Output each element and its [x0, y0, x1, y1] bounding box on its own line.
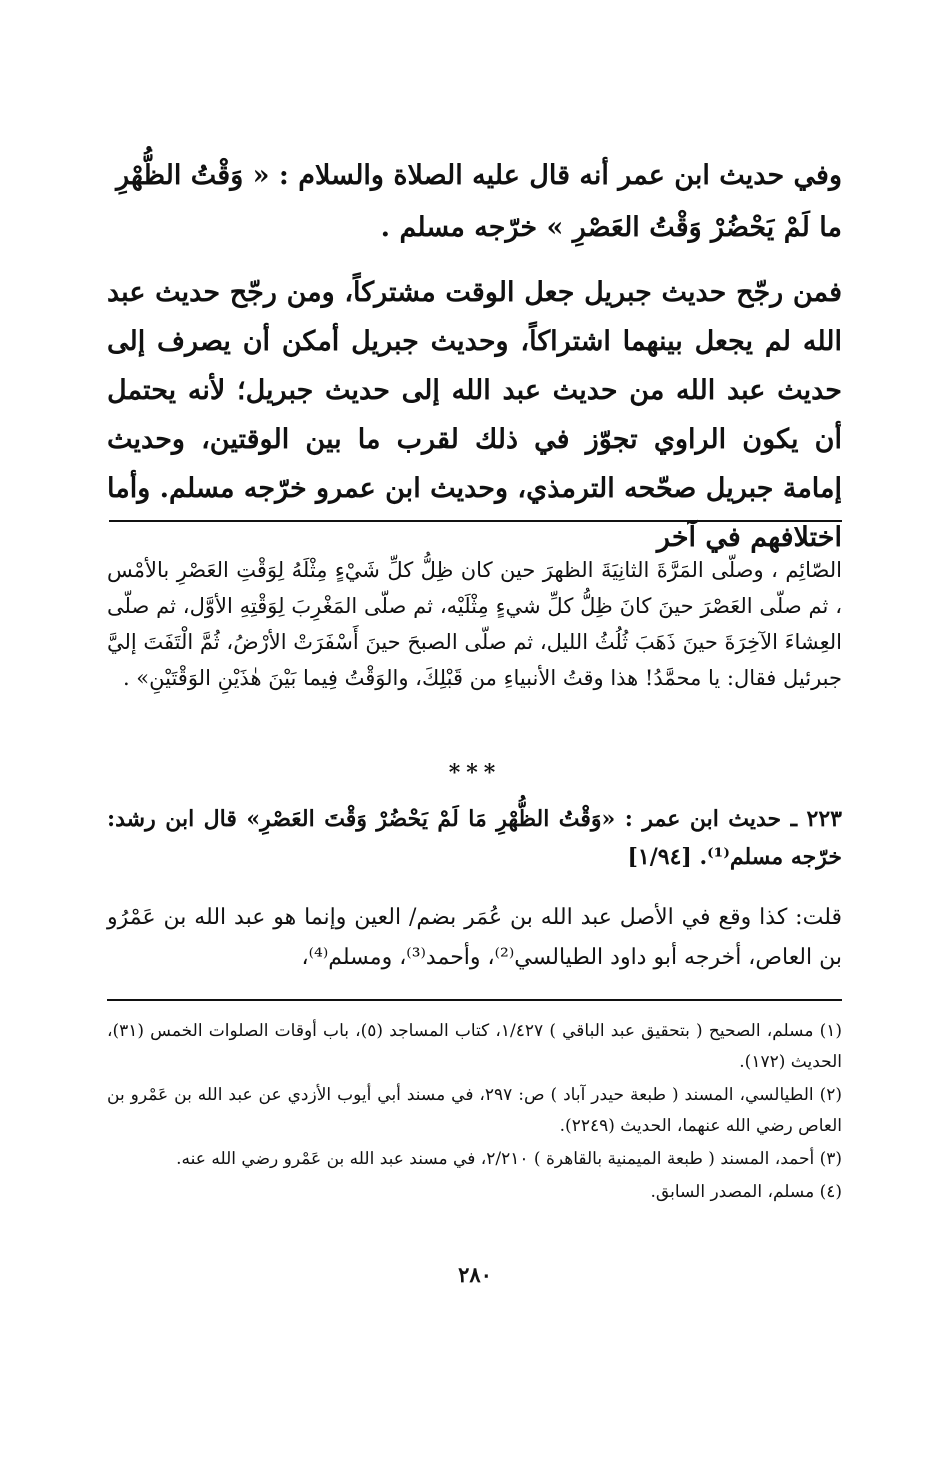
quote-line-1: وفي حديث ابن عمر أنه قال عليه الصلاة والسلام : « وَقْتُ الظُّهْرِ [116, 160, 842, 191]
footnote-divider [107, 999, 842, 1001]
footnote-4: (٤) مسلم، المصدر السابق. [650, 1182, 842, 1202]
entry-commentary-text: قلت: كذا وقع في الأصل عبد الله بن عُمَر بضم/ العين وإنما هو عبد الله بن عَمْرُو بن العاص، أخرجه أبو داود الطيالسي⁽²⁾، وأحمد⁽³⁾، ومسلم⁽⁴⁾، [107, 905, 842, 970]
main-paragraph [107, 268, 842, 562]
footnote-3: (٣) أحمد، المسند ( طبعة الميمنية بالقاهرة ) ٢/٢١٠، في مسند عبد الله بن عَمْرو رضي الله عنه. [176, 1149, 842, 1169]
footnotes [107, 1016, 842, 1210]
entry-heading-text: ٢٢٣ ـ حديث ابن عمر : «وَقْتُ الظُّهْرِ مَا لَمْ يَحْضُرْ وَقْتَ العَصْرِ» قال ابن رشد: خرّجه مسلم⁽¹⁾. [١/٩٤] [107, 806, 842, 870]
section-divider [109, 520, 842, 522]
entry-223-heading [107, 800, 842, 876]
footnote-2: (٢) الطيالسي، المسند ( طبعة حيدر آباد ) ص: ٢٩٧، في مسند أبي أيوب الأزدي عن عبد الله بن عَمْرو بن العاص رضي الله عنهما، الحديث (٢٢٤٩). [107, 1085, 842, 1136]
main-paragraph-text: فمن رجّح حديث جبريل جعل الوقت مشتركاً، ومن رجّح حديث عبد الله لم يجعل بينهما اشتراكاً، وحديث جبريل أمكن أن يصرف إلى حديث عبد الله من حديث عبد الله إلى حديث جبريل؛ لأنه يحتمل أن يكون الراوي تجوّز في ذلك لقرب ما بين الوقتين، وحديث إمامة جبريل صحّحه الترمذي، وحديث ابن عمرو خرّجه مسلم. وأما اختلافهم في آخر [107, 277, 842, 553]
stars-separator: *** [448, 760, 502, 786]
hadith-continuation-text: الصّائِم ، وصلّى المَرَّةَ الثانِيَةَ الظهرَ حين كان ظِلُّ كلِّ شَيْءٍ مِثْلَهُ لِوَقْتِ العَصْرِ بالأمْس ، ثم صلّى العَصْرَ حينَ كانَ ظِلُّ كلِّ شيءٍ مِثْلَيْه، ثم صلّى المَغْرِبَ لِوَقْتِهِ الأوَّل، ثم صلّى العِشاءَ الآخِرَةَ حينَ ذَهَبَ ثُلُثُ الليل، ثم صلّى الصبحَ حينَ أَسْفَرَتْ الأرْضُ، ثُمَّ الْتَفَتَ إليَّ جبرئيل فقال: يا محمَّدُ! هذا وقتُ الأنبياءِ من قَبْلِكَ، والوَقْتُ فِيما بَيْنَ هٰذَيْنِ الوَقْتَيْنِ» . [107, 558, 842, 690]
hadith-continuation [107, 552, 842, 696]
quote-line-2: ما لَمْ يَحْضُرْ وَقْتُ العَصْرِ » خرّجه مسلم . [380, 212, 842, 243]
page-number: ٢٨٠ [458, 1262, 492, 1287]
footnote-1: (١) مسلم، الصحيح ( بتحقيق عبد الباقي ) ١/٤٢٧، كتاب المساجد (٥)، باب أوقات الصلوات الخمس (٣١)، الحديث (١٧٢). [107, 1021, 843, 1072]
opening-hadith-quote [107, 150, 842, 254]
entry-223-commentary [107, 898, 842, 978]
